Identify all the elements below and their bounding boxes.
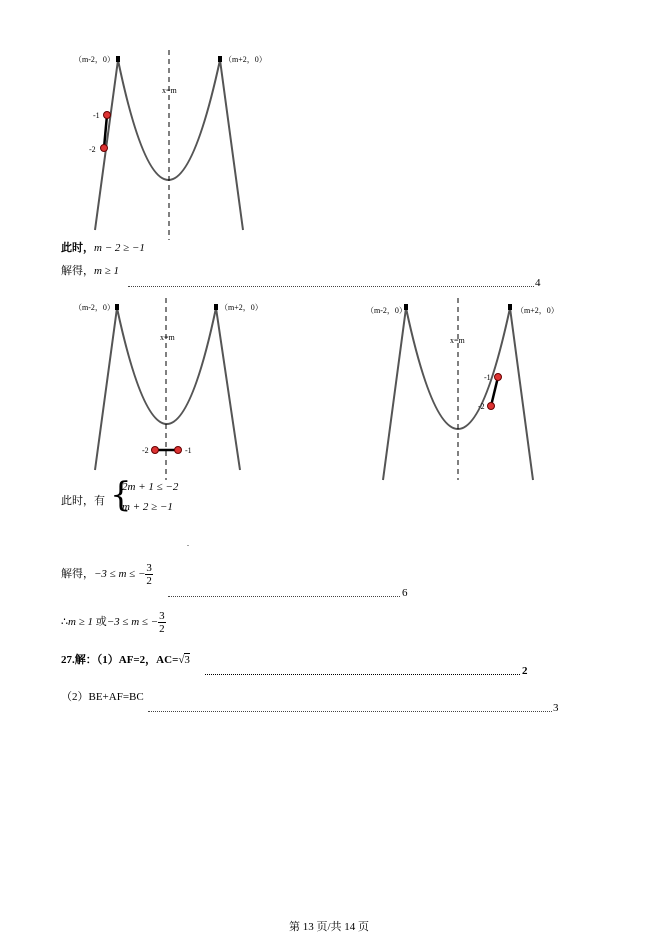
fraction xyxy=(158,610,166,635)
axis-label: x=m xyxy=(162,86,177,95)
solve-line-2 xyxy=(61,562,153,587)
conclusion-part-1: m ≥ 1 xyxy=(68,616,93,629)
score-mark: 6 xyxy=(402,587,408,599)
fraction xyxy=(145,562,153,587)
or-word: 或 xyxy=(95,616,107,629)
q27-part2: （2）BE+AF=BC xyxy=(61,691,144,703)
fraction-denominator: 2 xyxy=(146,575,152,587)
point-marker xyxy=(104,112,111,119)
q27-heading xyxy=(61,651,190,667)
tick-mark xyxy=(214,304,218,310)
dotted-leader xyxy=(168,596,400,597)
parabola-figure-2 xyxy=(60,290,300,480)
point-marker xyxy=(495,374,502,381)
tick-mark xyxy=(508,304,512,310)
score-mark: 4 xyxy=(535,277,541,289)
tick-mark xyxy=(218,56,222,62)
right-vertex-label: （m+2，0） xyxy=(220,303,263,312)
solve-result: m ≥ 1 xyxy=(94,265,119,277)
sqrt-value: 3 xyxy=(184,654,190,666)
score-mark: 3 xyxy=(553,702,559,714)
inequality-1: 2m + 1 ≤ −2 xyxy=(122,481,179,493)
tick-mark xyxy=(116,56,120,62)
left-vertex-label: （m-2，0） xyxy=(74,55,115,64)
right-vertex-label: （m+2，0） xyxy=(516,306,559,315)
point-label: -1 xyxy=(185,446,192,455)
condition-formula: m − 2 ≥ −1 xyxy=(94,242,145,254)
fraction-numerator: 3 xyxy=(146,562,152,574)
system-prefix: 此时，有 xyxy=(61,495,105,507)
left-vertex-label: （m-2，0） xyxy=(74,303,115,312)
fraction-denominator: 2 xyxy=(159,623,165,635)
point-marker xyxy=(488,403,495,410)
tick-mark xyxy=(115,304,119,310)
highlight-segment xyxy=(491,377,498,406)
prefix-text: 此时， xyxy=(61,242,94,254)
point-marker xyxy=(175,447,182,454)
dotted-leader xyxy=(205,674,520,675)
solve-prefix: 解得， xyxy=(61,568,94,581)
point-marker xyxy=(101,145,108,152)
system-brace: { xyxy=(110,475,132,515)
q27-head-text: 27.解：（1）AF=2，AC= xyxy=(61,654,179,666)
conclusion-line xyxy=(61,610,166,635)
dotted-leader xyxy=(128,286,534,287)
condition-line-1 xyxy=(61,239,145,255)
fraction-numerator: 3 xyxy=(159,610,165,622)
axis-label: x=m xyxy=(160,333,175,342)
point-label: -1 xyxy=(93,111,100,120)
page-footer: 第 13 页/共 14 页 xyxy=(289,921,370,933)
sqrt-sign: √ xyxy=(178,654,185,666)
point-label: -2 xyxy=(142,446,149,455)
solve-prefix: 解得， xyxy=(61,265,94,277)
left-vertex-label: （m-2，0） xyxy=(366,306,407,315)
stray-dot: . xyxy=(187,539,189,548)
solve-result: −3 ≤ m ≤ − xyxy=(94,568,146,581)
therefore-symbol: ∴ xyxy=(61,616,68,629)
solve-line-1 xyxy=(61,262,119,278)
right-vertex-label: （m+2，0） xyxy=(224,55,267,64)
point-label: -2 xyxy=(478,402,485,411)
inequality-2: m + 2 ≥ −1 xyxy=(122,501,173,513)
parabola-figure-1 xyxy=(60,40,300,240)
axis-label: x=m xyxy=(450,336,465,345)
parabola-figure-3 xyxy=(360,290,560,480)
dotted-leader xyxy=(148,711,552,712)
conclusion-part-2: −3 ≤ m ≤ − xyxy=(106,616,159,629)
point-marker xyxy=(152,447,159,454)
point-label: -1 xyxy=(484,373,491,382)
point-label: -2 xyxy=(89,145,96,154)
score-mark: 2 xyxy=(522,665,528,677)
